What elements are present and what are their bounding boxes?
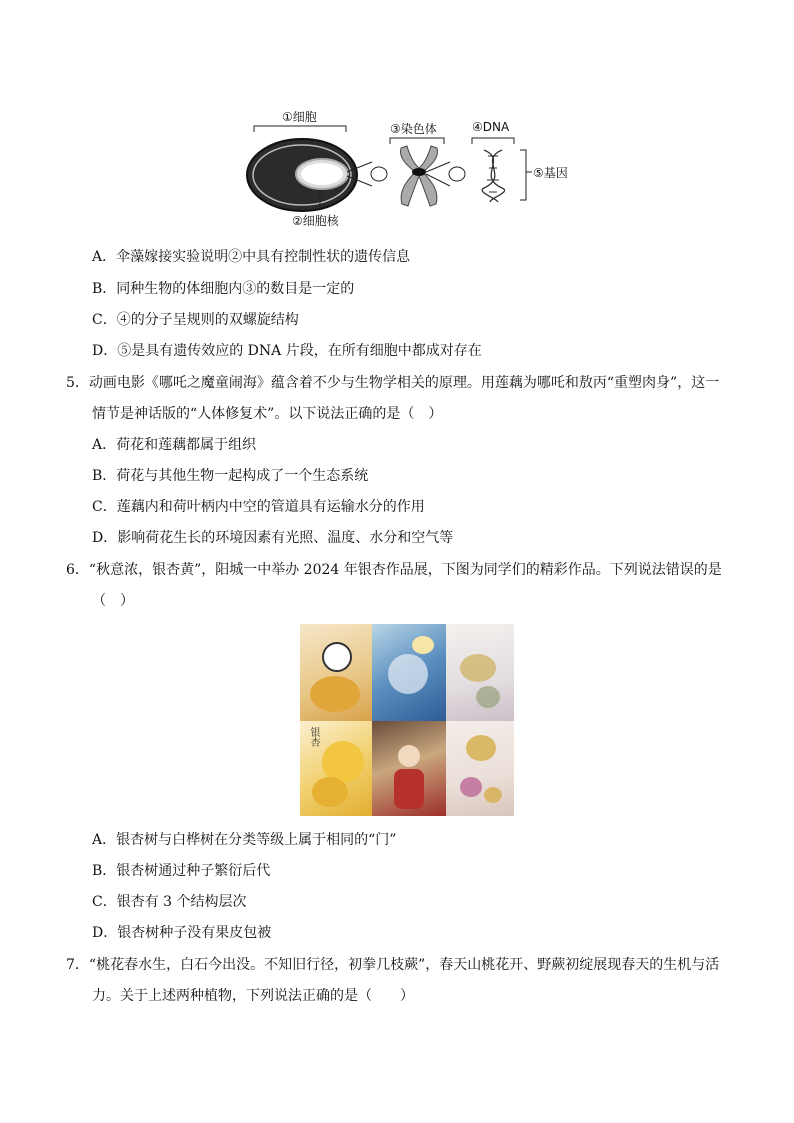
artwork-text: 银杏 bbox=[308, 727, 319, 747]
q6-option-c: C．银杏有 3 个结构层次 bbox=[92, 894, 247, 910]
q6-option-d: D．银杏树种子没有果皮包被 bbox=[92, 925, 272, 941]
dna-label: ④DNA bbox=[472, 120, 510, 134]
artwork-photo-5 bbox=[372, 721, 446, 816]
artwork-photo-4 bbox=[300, 721, 372, 816]
artwork-photo-2 bbox=[372, 624, 446, 721]
artwork-photo-3 bbox=[446, 624, 514, 721]
q5-option-c: C．莲藕内和荷叶柄内中空的管道具有运输水分的作用 bbox=[92, 499, 425, 515]
q4-option-a: A．伞藻嫁接实验说明②中具有控制性状的遗传信息 bbox=[92, 249, 411, 265]
q4-option-b: B．同种生物的体细胞内③的数目是一定的 bbox=[92, 281, 355, 297]
chromosome-label: ③染色体 bbox=[390, 122, 437, 136]
q4-option-d: D．⑤是具有遗传效应的 DNA 片段，在所有细胞中都成对存在 bbox=[92, 343, 482, 359]
q4-option-c: C．④的分子呈规则的双螺旋结构 bbox=[92, 312, 299, 328]
q5-stem-line1: 5．动画电影《哪吒之魔童闹海》蕴含着不少与生物学相关的原理。用莲藕为哪吒和敖丙“重塑肉身”，这一 bbox=[66, 375, 720, 391]
q5-stem-line2: 情节是神话版的“人体修复术”。以下说法正确的是（ ） bbox=[92, 406, 443, 422]
nucleus-label: ②细胞核 bbox=[292, 214, 339, 228]
q7-stem-line1: 7．“桃花春水生，白石今出没。不知旧行径，初拳几枝蕨”，春天山桃花开、野蕨初绽展现春天的生机与活 bbox=[66, 957, 720, 973]
q5-option-d: D．影响荷花生长的环境因素有光照、温度、水分和空气等 bbox=[92, 530, 454, 546]
cell-gene-diagram bbox=[240, 106, 580, 234]
artwork-photo-6 bbox=[446, 721, 514, 816]
artwork-photo-1 bbox=[300, 624, 372, 721]
q6-stem-line1: 6．“秋意浓，银杏黄”，阳城一中举办 2024 年银杏作品展，下图为同学们的精彩作品。下列说法错误的是 bbox=[66, 562, 722, 578]
q6-stem-line2: （ ） bbox=[92, 593, 134, 609]
q6-option-b: B．银杏树通过种子繁衍后代 bbox=[92, 863, 271, 879]
q5-option-b: B．荷花与其他生物一起构成了一个生态系统 bbox=[92, 468, 369, 484]
ginkgo-artwork-photos bbox=[300, 624, 514, 816]
cell-label: ①细胞 bbox=[282, 110, 317, 124]
q6-option-a: A．银杏树与白桦树在分类等级上属于相同的“门” bbox=[92, 832, 397, 848]
q5-option-a: A．荷花和莲藕都属于组织 bbox=[92, 437, 257, 453]
gene-label: ⑤基因 bbox=[533, 166, 568, 180]
q7-stem-line2: 力。关于上述两种植物，下列说法正确的是（ ） bbox=[92, 988, 414, 1004]
